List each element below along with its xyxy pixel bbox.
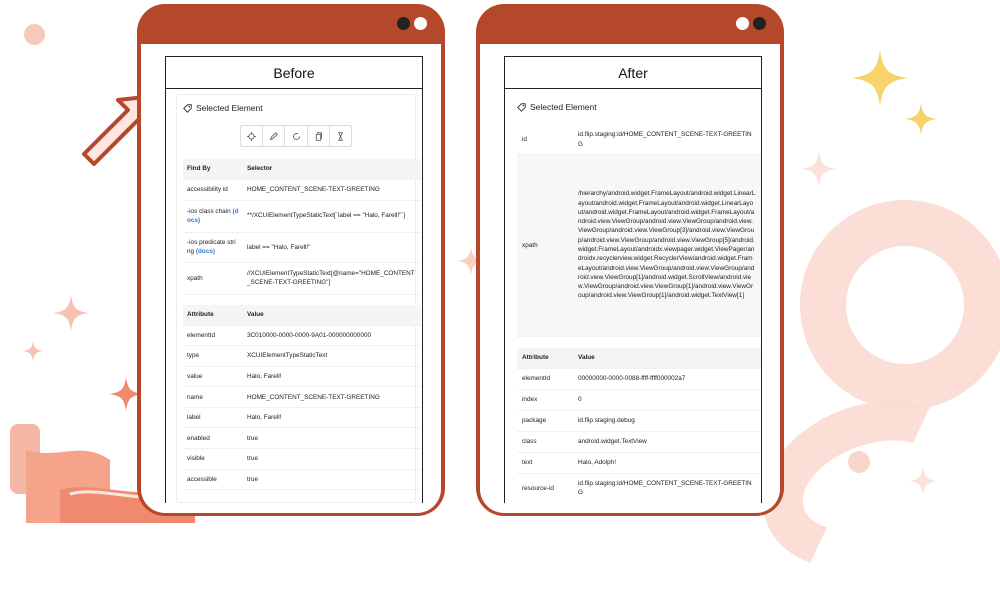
table-row: [517, 452, 761, 473]
attributes-table: [183, 305, 421, 490]
table-row: [517, 431, 761, 452]
camera-dots: [397, 17, 427, 30]
table-row: [183, 469, 421, 490]
attribute-key: value: [183, 366, 243, 387]
attribute-value: 0: [573, 389, 761, 410]
selector-key: xpath: [517, 154, 573, 336]
attribute-value: true: [243, 469, 421, 490]
attribute-value: Halo, Farell!: [243, 407, 421, 428]
after-body: [504, 88, 762, 503]
copy-attributes-button[interactable]: [308, 126, 330, 146]
attribute-value: HOME_CONTENT_SCENE-TEXT-GREETING: [243, 387, 421, 408]
selector-value[interactable]: **/XCUIElementTypeStaticText[`label == "Halo, Farell!"`]: [243, 200, 421, 232]
camera-dot-icon: [736, 17, 749, 30]
table-row: [517, 368, 761, 389]
selector-table: [517, 126, 761, 337]
selector-key: xpath: [183, 262, 243, 294]
element-toolbar: [240, 125, 352, 147]
panel-header: [177, 95, 415, 113]
table-row: [517, 389, 761, 410]
attribute-value: 00000000-0000-0088-ffff-ffff000002a7: [573, 368, 761, 389]
copy-icon: [314, 132, 323, 141]
selector-value[interactable]: label == "Halo, Farell!": [243, 232, 421, 262]
column-header: Find By: [183, 159, 243, 179]
after-title: After: [504, 56, 762, 89]
table-row: [183, 428, 421, 449]
find-by-table: [183, 159, 421, 295]
selected-element-panel: [176, 94, 416, 503]
selector-value[interactable]: HOME_CONTENT_SCENE-TEXT-GREETING: [243, 179, 421, 200]
attribute-value: Halo, Adolph!: [573, 452, 761, 473]
attribute-value: id.flip.staging.debug: [573, 410, 761, 431]
table-header-row: [183, 305, 421, 325]
attribute-value: Halo, Farell!: [243, 366, 421, 387]
table-row: [183, 346, 421, 367]
table-row: [183, 179, 421, 200]
before-screen: [141, 44, 441, 513]
tag-icon: [183, 104, 192, 113]
after-screen: [480, 44, 780, 513]
selector-value[interactable]: //XCUIElementTypeStaticText[@name="HOME_CONTENT_SCENE-TEXT-GREETING"]: [243, 262, 421, 294]
attribute-key: class: [517, 431, 573, 452]
table-row: [183, 200, 421, 232]
table-row: [183, 449, 421, 470]
decor-dot: [24, 24, 45, 45]
selected-element-panel: [511, 94, 755, 503]
attribute-key: visible: [183, 449, 243, 470]
attribute-key: resource-id: [517, 473, 573, 503]
attribute-key: elementId: [183, 325, 243, 346]
column-header: Value: [243, 305, 421, 325]
selector-key: accessibility id: [183, 179, 243, 200]
table-row: [517, 126, 761, 154]
table-row: [183, 366, 421, 387]
attribute-key: text: [517, 452, 573, 473]
attribute-value: android.widget.TextView: [573, 431, 761, 452]
tap-button[interactable]: [241, 126, 263, 146]
selector-key: -ios class chain (docs): [183, 200, 243, 232]
attribute-key: enabled: [183, 428, 243, 449]
attribute-value: true: [243, 428, 421, 449]
attribute-key: label: [183, 407, 243, 428]
decor-dot-small: [848, 451, 870, 473]
clear-button[interactable]: [285, 126, 307, 146]
selector-key: -ios predicate string (docs): [183, 232, 243, 262]
column-header: Attribute: [183, 305, 243, 325]
attribute-key: elementId: [517, 368, 573, 389]
attribute-key: type: [183, 346, 243, 367]
selector-value[interactable]: id.flip.staging:id/HOME_CONTENT_SCENE-TEXT-GREETING: [573, 126, 761, 154]
refresh-icon: [292, 132, 301, 141]
attribute-value: id.flip.staging:id/HOME_CONTENT_SCENE-TEXT-GREETING: [573, 473, 761, 503]
camera-dot-icon: [414, 17, 427, 30]
attribute-value: XCUIElementTypeStaticText: [243, 346, 421, 367]
table-row: [183, 262, 421, 294]
tag-icon: [517, 103, 526, 112]
attribute-key: name: [183, 387, 243, 408]
docs-link[interactable]: (docs): [187, 207, 239, 224]
camera-dot-icon: [397, 17, 410, 30]
column-header: Attribute: [517, 348, 573, 368]
panel-title: Selected Element: [530, 102, 597, 112]
camera-dots: [736, 17, 766, 30]
attribute-key: package: [517, 410, 573, 431]
table-header-row: [517, 348, 761, 368]
before-title: Before: [165, 56, 423, 89]
hourglass-icon: [336, 132, 345, 141]
selector-value[interactable]: /hierarchy/android.widget.FrameLayout/android.widget.LinearLayout/android.widget.FrameLayout/android.widget.LinearLayout/android.widget.FrameLayout/android.widget.FrameLayout/android.view.ViewGroup/android.view.ViewGroup/android.view.ViewGroup/android.view.ViewGroup[3]/android.view.ViewGroup/android.view.ViewGroup/android.view.ViewGroup[5]/android.widget.FrameLayout/androidx.viewpager.widget.ViewPager/androidx.recyclerview.widget.RecyclerView/android.widget.FrameLayout/android.view.ViewGroup/android.view.ViewGroup/android.view.ViewGroup[1]/android.widget.ScrollView/android.view.ViewGroup/android.view.ViewGroup[1]/android.view.ViewGroup/android.view.ViewGroup[1]/android.widget.TextView[1]: [573, 154, 761, 336]
sparkle-faint-icon: [800, 150, 838, 188]
after-phone-frame: [476, 4, 784, 516]
attribute-value: 3C010000-0000-0000-9A01-000000000000: [243, 325, 421, 346]
table-row: [517, 473, 761, 503]
before-phone-frame: [137, 4, 445, 516]
table-row: [517, 154, 761, 336]
column-header: Selector: [243, 159, 421, 179]
attribute-value: true: [243, 449, 421, 470]
sparkle-left-small-icon: [22, 340, 44, 362]
table-row: [183, 387, 421, 408]
panel-header: [511, 94, 755, 112]
panel-title: Selected Element: [196, 103, 263, 113]
crosshair-icon: [247, 132, 256, 141]
table-row: [183, 325, 421, 346]
camera-dot-icon: [753, 17, 766, 30]
decor-ring: [800, 200, 1000, 410]
attribute-key: accessible: [183, 469, 243, 490]
attribute-key: index: [517, 389, 573, 410]
sparkle-large-icon: [850, 48, 910, 108]
table-row: [183, 232, 421, 262]
column-header: Value: [573, 348, 761, 368]
table-row: [183, 407, 421, 428]
send-keys-button[interactable]: [263, 126, 285, 146]
get-timing-button[interactable]: [330, 126, 351, 146]
sparkle-small-icon: [904, 102, 938, 136]
docs-link[interactable]: (docs): [195, 248, 216, 255]
table-row: [517, 410, 761, 431]
before-body: [165, 88, 423, 503]
pencil-icon: [269, 132, 278, 141]
selector-key: id: [517, 126, 573, 154]
attributes-table: [517, 348, 761, 503]
sparkle-left-icon: [52, 294, 90, 332]
table-header-row: [183, 159, 421, 179]
sparkle-bottom-right-icon: [908, 466, 938, 496]
